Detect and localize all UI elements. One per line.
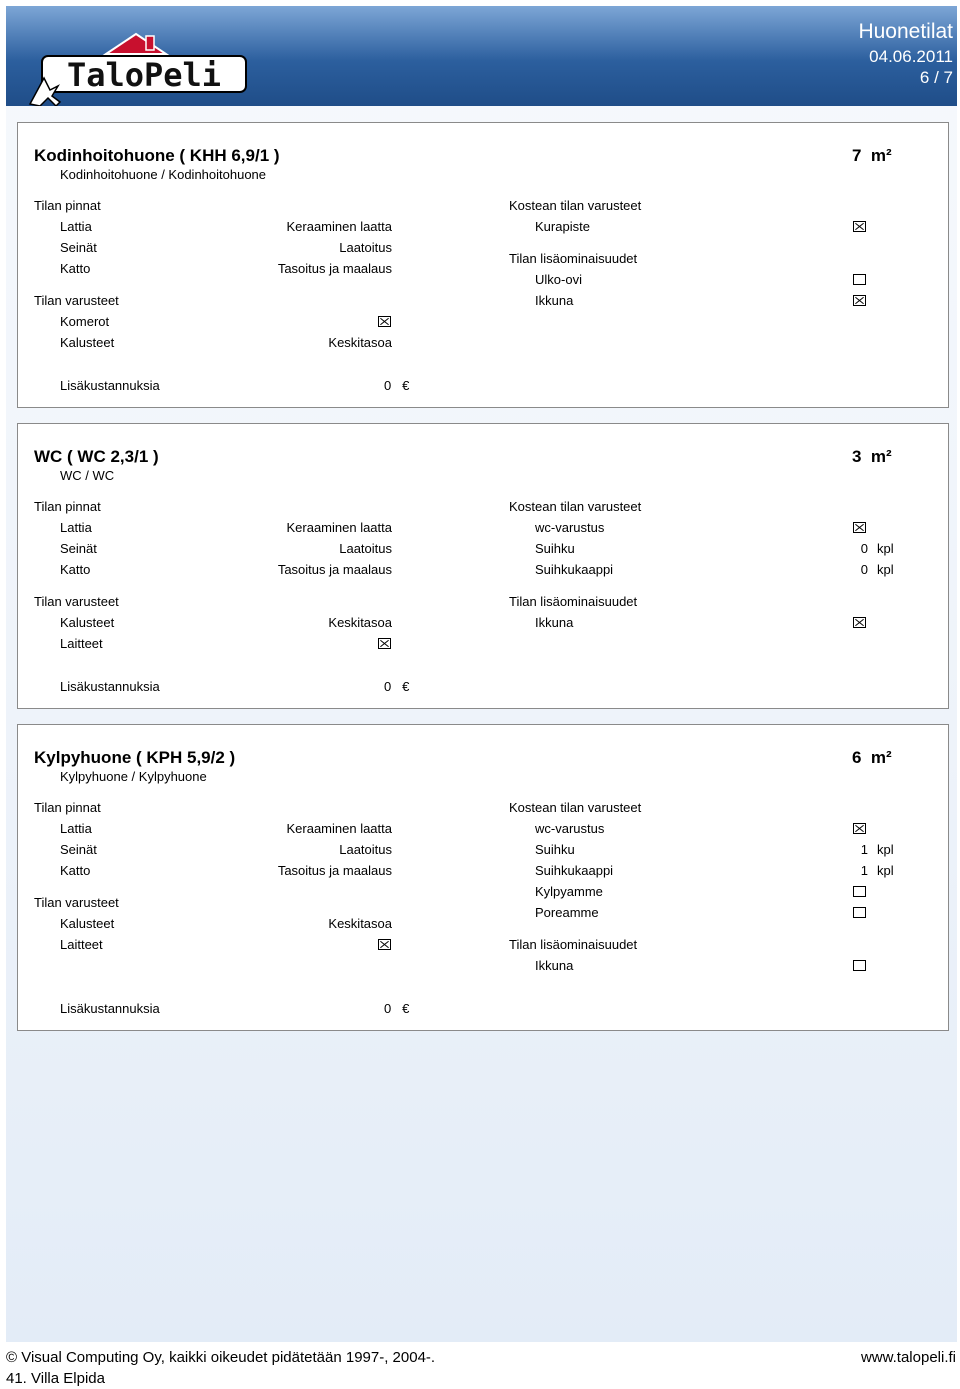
header-page-number: 6 / 7 — [919, 68, 953, 87]
unchecked-box-icon — [853, 960, 866, 971]
wet-equipment-unit: kpl — [877, 541, 894, 556]
extra-cost-value: 0 € — [384, 679, 410, 694]
feature-label: Ulko-ovi — [535, 272, 582, 287]
wet-equipment-count: 0 — [860, 541, 868, 556]
unchecked-box-icon — [853, 274, 866, 285]
unchecked-box-icon — [853, 907, 866, 918]
header-title: Huonetilat — [858, 20, 953, 43]
surface-value: Laatoitus — [339, 541, 392, 556]
extra-cost-label: Lisäkustannuksia — [60, 679, 160, 694]
logo-text: TaloPeli — [66, 56, 222, 94]
wet-equipment-label: Poreamme — [535, 905, 599, 920]
extra-cost-value: 0 € — [384, 1001, 410, 1016]
equipment-heading: Tilan varusteet — [34, 293, 119, 308]
equipment-label: Kalusteet — [60, 335, 115, 350]
room-area: 6 m² — [852, 748, 892, 767]
extra-cost-label: Lisäkustannuksia — [60, 378, 160, 393]
wet-equipment-label: Kylpyamme — [535, 884, 603, 899]
equipment-label: Kalusteet — [60, 916, 115, 931]
wet-equipment-count: 0 — [860, 562, 868, 577]
wet-equipment-label: Suihkukaappi — [535, 863, 614, 878]
surface-value: Keraaminen laatta — [286, 821, 392, 836]
room-card-khh — [17, 122, 949, 408]
checked-box-icon — [853, 522, 866, 533]
checked-box-icon — [853, 617, 866, 628]
checked-box-icon — [378, 316, 391, 327]
equipment-label: Kalusteet — [60, 615, 115, 630]
wet-equipment-label: Suihku — [535, 842, 575, 857]
features-heading: Tilan lisäominaisuudet — [509, 937, 638, 952]
surface-label: Seinät — [60, 842, 97, 857]
room-card-kph — [17, 724, 949, 1031]
wet-equipment-count: 1 — [860, 842, 868, 857]
wet-equipment-unit: kpl — [877, 562, 894, 577]
wet-equipment-unit: kpl — [877, 842, 894, 857]
wet-equipment-label: wc-varustus — [535, 520, 605, 535]
footer-website-link[interactable]: www.talopeli.fi — [860, 1349, 956, 1366]
equipment-value: Keskitasoa — [328, 615, 392, 630]
room-area: 7 m² — [852, 146, 892, 165]
wet-equipment-heading: Kostean tilan varusteet — [509, 198, 642, 213]
checked-box-icon — [378, 939, 391, 950]
wet-equipment-unit: kpl — [877, 863, 894, 878]
feature-label: Ikkuna — [535, 615, 574, 630]
surface-value: Keraaminen laatta — [286, 219, 392, 234]
wet-equipment-label: Suihkukaappi — [535, 562, 614, 577]
room-subtitle: Kylpyhuone / Kylpyhuone — [60, 769, 207, 784]
room-title: WC ( WC 2,3/1 ) — [34, 447, 159, 466]
surface-label: Lattia — [60, 821, 92, 836]
unchecked-box-icon — [853, 886, 866, 897]
room-title: Kodinhoitohuone ( KHH 6,9/1 ) — [34, 146, 280, 165]
extra-cost-label: Lisäkustannuksia — [60, 1001, 160, 1016]
talopeli-logo — [28, 28, 248, 106]
room-card-wc — [17, 423, 949, 709]
equipment-heading: Tilan varusteet — [34, 895, 119, 910]
surface-value: Laatoitus — [339, 842, 392, 857]
surface-value: Tasoitus ja maalaus — [277, 261, 392, 276]
wet-equipment-label: Kurapiste — [535, 219, 590, 234]
extra-cost-value: 0 € — [384, 378, 410, 393]
surface-value: Tasoitus ja maalaus — [277, 863, 392, 878]
room-subtitle: WC / WC — [60, 468, 115, 483]
features-heading: Tilan lisäominaisuudet — [509, 251, 638, 266]
surface-label: Katto — [60, 863, 91, 878]
surfaces-heading: Tilan pinnat — [34, 198, 101, 213]
equipment-value: Keskitasoa — [328, 335, 392, 350]
surface-label: Seinät — [60, 240, 97, 255]
checked-box-icon — [853, 295, 866, 306]
checked-box-icon — [853, 823, 866, 834]
equipment-value: Keskitasoa — [328, 916, 392, 931]
wet-equipment-label: Suihku — [535, 541, 575, 556]
surface-label: Seinät — [60, 541, 97, 556]
room-area: 3 m² — [852, 447, 892, 466]
room-subtitle: Kodinhoitohuone / Kodinhoitohuone — [60, 167, 267, 182]
equipment-label: Laitteet — [60, 937, 103, 952]
footer-copyright: © Visual Computing Oy, kaikki oikeudet pidätetään 1997-, 2004-. — [6, 1349, 436, 1366]
feature-label: Ikkuna — [535, 958, 574, 973]
equipment-label: Laitteet — [60, 636, 103, 651]
surface-label: Lattia — [60, 219, 92, 234]
room-title: Kylpyhuone ( KPH 5,9/2 ) — [34, 748, 236, 767]
wet-equipment-heading: Kostean tilan varusteet — [509, 499, 642, 514]
surface-label: Katto — [60, 562, 91, 577]
surfaces-heading: Tilan pinnat — [34, 499, 101, 514]
surfaces-heading: Tilan pinnat — [34, 800, 101, 815]
wet-equipment-heading: Kostean tilan varusteet — [509, 800, 642, 815]
surface-value: Keraaminen laatta — [286, 520, 392, 535]
wet-equipment-count: 1 — [860, 863, 868, 878]
wet-equipment-label: wc-varustus — [535, 821, 605, 836]
feature-label: Ikkuna — [535, 293, 574, 308]
surface-label: Katto — [60, 261, 91, 276]
checked-box-icon — [853, 221, 866, 232]
features-heading: Tilan lisäominaisuudet — [509, 594, 638, 609]
footer-project-name: 41. Villa Elpida — [6, 1370, 105, 1387]
surface-label: Lattia — [60, 520, 92, 535]
surface-value: Laatoitus — [339, 240, 392, 255]
surface-value: Tasoitus ja maalaus — [277, 562, 392, 577]
page-header — [6, 6, 957, 106]
equipment-heading: Tilan varusteet — [34, 594, 119, 609]
checked-box-icon — [378, 638, 391, 649]
equipment-label: Komerot — [60, 314, 110, 329]
header-date: 04.06.2011 — [869, 47, 953, 66]
